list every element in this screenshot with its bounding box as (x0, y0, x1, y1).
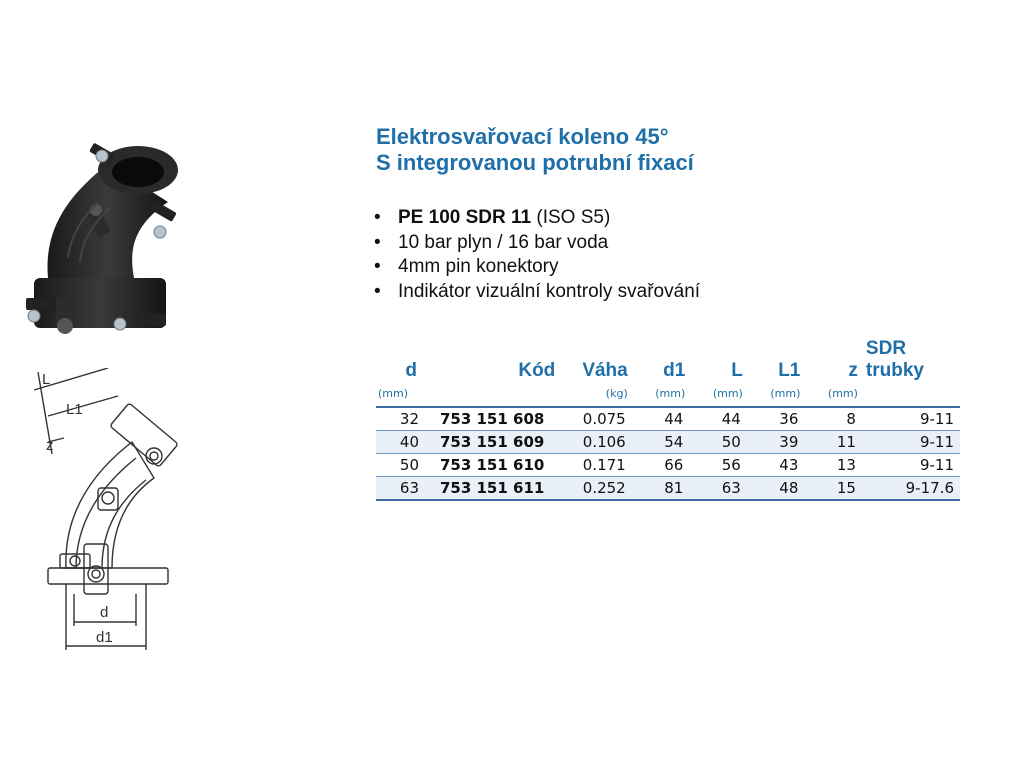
header-sdr: SDR trubky (865, 338, 924, 381)
title-line-2: S integrovanou potrubní fixací (376, 150, 694, 175)
feature-item (374, 280, 700, 305)
cell-L1: 48 (747, 477, 805, 501)
cell-d: 40 (376, 431, 425, 454)
cell-d1: 81 (632, 477, 690, 501)
header-L1: L1 (778, 360, 801, 381)
header-z: z (848, 360, 858, 381)
spec-table (376, 338, 960, 501)
cell-d: 50 (376, 454, 425, 477)
cell-code: 753 151 608 (425, 407, 559, 431)
feature-text: 10 bar plyn / 16 bar voda (398, 231, 609, 253)
cell-code: 753 151 611 (425, 477, 559, 501)
table-row (376, 454, 960, 477)
label-d: d (100, 604, 109, 621)
technical-drawing (14, 368, 194, 658)
label-L: L (42, 371, 51, 388)
header-d: d (405, 360, 418, 381)
unit-weight: (kg) (559, 382, 631, 407)
cell-code: 753 151 610 (425, 454, 559, 477)
feature-text: 4mm pin konektory (398, 256, 559, 277)
unit-sdr (862, 382, 960, 407)
product-photo (18, 128, 208, 348)
unit-code (425, 382, 559, 407)
title-line-1: Elektrosvařovací koleno 45° (376, 124, 669, 149)
feature-item (374, 231, 700, 256)
feature-text: (ISO S5) (531, 207, 611, 228)
cell-weight: 0.252 (559, 477, 631, 501)
cell-z: 13 (804, 454, 862, 477)
table-row (376, 407, 960, 431)
cell-weight: 0.075 (559, 407, 631, 431)
header-weight: Váha (582, 360, 628, 381)
cell-z: 11 (804, 431, 862, 454)
cell-sdr: 9-11 (862, 407, 960, 431)
label-d1: d1 (96, 629, 113, 646)
feature-item (374, 255, 700, 280)
feature-text: Indikátor vizuální kontroly svařování (398, 280, 701, 302)
feature-list (374, 206, 700, 304)
cell-L: 50 (689, 431, 747, 454)
cell-d1: 54 (632, 431, 690, 454)
table-row (376, 477, 960, 501)
cell-L1: 39 (747, 431, 805, 454)
cell-weight: 0.171 (559, 454, 631, 477)
table-row (376, 431, 960, 454)
unit-L1: (mm) (747, 382, 805, 407)
unit-row (376, 382, 960, 407)
cell-L1: 36 (747, 407, 805, 431)
cell-d: 63 (376, 477, 425, 501)
header-code: Kód (518, 360, 556, 381)
unit-d: (mm) (376, 382, 425, 407)
header-L: L (731, 360, 743, 381)
cell-code: 753 151 609 (425, 431, 559, 454)
cell-d1: 66 (632, 454, 690, 477)
product-title (376, 124, 694, 176)
label-L1: L1 (66, 401, 83, 418)
header-d1: d1 (663, 360, 686, 381)
unit-z: (mm) (804, 382, 862, 407)
cell-d1: 44 (632, 407, 690, 431)
cell-sdr: 9-17.6 (862, 477, 960, 501)
cell-L1: 43 (747, 454, 805, 477)
label-z: z (46, 437, 54, 454)
cell-z: 15 (804, 477, 862, 501)
unit-L: (mm) (689, 382, 747, 407)
unit-d1: (mm) (632, 382, 690, 407)
cell-L: 63 (689, 477, 747, 501)
header-row (376, 338, 960, 382)
cell-sdr: 9-11 (862, 431, 960, 454)
cell-d: 32 (376, 407, 425, 431)
cell-weight: 0.106 (559, 431, 631, 454)
feature-item (374, 206, 700, 231)
cell-sdr: 9-11 (862, 454, 960, 477)
cell-z: 8 (804, 407, 862, 431)
cell-L: 44 (689, 407, 747, 431)
feature-bold: PE 100 SDR 11 (398, 207, 532, 228)
cell-L: 56 (689, 454, 747, 477)
